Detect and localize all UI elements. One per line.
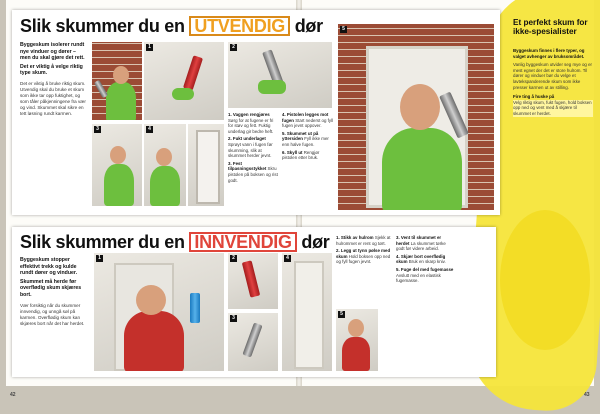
worker-head xyxy=(156,148,172,166)
photo-number: 2 xyxy=(230,255,237,262)
photo-number: 5 xyxy=(340,26,347,33)
worker-figure xyxy=(342,337,370,371)
worker-figure xyxy=(106,82,136,120)
body-text: Det er viktig å bruke riktig skum. Utvendig skal du bruke et skum som ikke tar opp fuktighet, og som tåler påkjenningene fra vær og vind. Skummet skal sikre en tett løsning rundt karmen. xyxy=(20,80,86,116)
photo-step-1 xyxy=(92,42,142,120)
step-title: 3. Vent til skummet er herdet xyxy=(396,235,442,246)
sidebar-subheading: Fire ting å huske på xyxy=(513,94,555,100)
step-text: Avslutt med en elastisk fugemasse. xyxy=(396,272,441,284)
photo-number: 2 xyxy=(230,44,237,51)
step-item xyxy=(228,112,278,134)
photo-indoor-5 xyxy=(336,309,378,371)
yellow-paint-splash-lower xyxy=(500,210,590,350)
glove-hand xyxy=(172,88,194,100)
step-text: Sjekk at hulrommet er rent og tørt. xyxy=(336,235,391,246)
foam-gun xyxy=(183,55,203,90)
photo-step-5-large xyxy=(338,24,494,210)
worker-head xyxy=(113,66,129,84)
photo-step-2 xyxy=(144,42,224,120)
step-text: Sørg for at fugene er fri for støv og fett. Fuktig underlag gir bedre heft. xyxy=(228,117,274,134)
photo-number: 3 xyxy=(94,126,101,133)
step-item xyxy=(228,161,278,183)
headline-text: Slik skummer du en xyxy=(20,16,185,36)
foam-can xyxy=(94,80,108,99)
body-text: Vær forsiktig når du skummer innvendig, og unngå søl på karmen. Overflødig skum kan skjæres bort når det har herdet. xyxy=(20,302,85,326)
photo-indoor-4 xyxy=(282,253,332,371)
photo-number: 4 xyxy=(146,126,153,133)
photo-step-3 xyxy=(92,124,142,206)
photo-number: 1 xyxy=(96,255,103,262)
step-title: 4. Pistolen legges mot fugen xyxy=(282,112,329,123)
indoor-door-article xyxy=(12,227,496,377)
lead-paragraph-2: Skummet må herde før overflødig skum skjæres bort. xyxy=(20,278,82,298)
sidebar-paragraph: Vanlig byggeskum utvider seg mye og er mest egnet der det er store hulrom. Til dører og vinduer bør du velge et lavtekspanderende skum som ikke presser karmen ut av stilling. xyxy=(513,62,592,90)
foam-gun xyxy=(242,322,262,357)
outdoor-intro-column xyxy=(20,42,88,117)
headline-text-end: dør xyxy=(294,16,323,36)
step-item xyxy=(336,235,392,246)
step-text: Sprøyt vann i fugen før skumming, slik at skummet herder jevnt. xyxy=(228,141,273,159)
photo-gun-close xyxy=(228,42,332,108)
worker-head xyxy=(348,319,364,337)
step-item xyxy=(228,136,278,158)
photo-number: 1 xyxy=(146,44,153,51)
outdoor-headline xyxy=(20,16,323,36)
worker-head xyxy=(110,146,126,164)
photo-indoor-1 xyxy=(94,253,224,371)
step-title: 1. Stikk av hulrom xyxy=(336,235,374,240)
lead-paragraph: Byggeskum stopper effektivt trekk og kulde rundt dører og vinduer. xyxy=(20,257,78,277)
step-text: Hold boksen opp ned og fyll fugen jevnt. xyxy=(336,253,391,265)
page-number-right: 43 xyxy=(584,392,590,398)
step-title: 5. Skummet ut på yttersiden xyxy=(282,130,319,142)
photo-indoor-2 xyxy=(228,253,278,309)
step-title: 2. Fukt underlaget xyxy=(228,136,266,142)
headline-highlight: UTVENDIG xyxy=(189,16,290,36)
worker-figure xyxy=(150,166,180,206)
step-text: La skummet tørke godt før videre arbeid. xyxy=(396,240,446,252)
indoor-steps-b xyxy=(396,235,454,286)
indoor-headline xyxy=(20,232,330,252)
sidebar-intro: Byggeskum finnes i flere typer, og valget avhenger av bruksområdet. xyxy=(513,48,585,59)
outdoor-steps-b xyxy=(282,112,334,163)
step-item xyxy=(336,248,392,265)
outdoor-door-article xyxy=(12,10,500,215)
indoor-steps-a xyxy=(336,235,392,267)
photo-number: 5 xyxy=(338,311,345,318)
step-item xyxy=(396,235,454,252)
step-item xyxy=(282,131,334,148)
step-title: 6. Skyll ut xyxy=(282,149,303,155)
headline-highlight: INNVENDIG xyxy=(189,232,296,252)
door-frame xyxy=(196,130,220,204)
step-text: Fyll ikke mer enn halve fugen. xyxy=(282,136,329,147)
page-number-left: 42 xyxy=(10,392,16,398)
worker-head xyxy=(400,84,440,130)
foam-can xyxy=(242,260,260,297)
step-title: 2. Legg ut tynn pølse med skum xyxy=(336,248,391,259)
sidebar-highlight-text: Velg riktig skum, fukt fugen, hold boksen opp ned og vent med å skjære til skummet er herdet. xyxy=(513,99,592,116)
photo-door-detail xyxy=(188,124,224,206)
step-title: 1. Vaggen rengjøres xyxy=(228,112,270,117)
worker-figure xyxy=(124,311,184,371)
step-item xyxy=(282,150,334,161)
outdoor-steps-a xyxy=(228,112,278,185)
step-title: 5. Fuge del med fugemasse xyxy=(396,266,454,272)
worker-head xyxy=(136,285,166,315)
step-text: Rengjør pistolen etter bruk. xyxy=(282,149,320,161)
step-text: Bruk en skarp kniv. xyxy=(408,259,446,265)
photo-number: 4 xyxy=(284,255,291,262)
step-item xyxy=(396,254,454,265)
photo-number: 3 xyxy=(230,315,237,322)
step-text: Start nederst og fyll fugen jevnt oppover. xyxy=(282,117,334,129)
step-item xyxy=(282,112,334,129)
sidebar-body xyxy=(513,48,593,117)
door-frame xyxy=(294,261,324,369)
step-item xyxy=(396,267,454,284)
lead-paragraph-2: Det er viktig å velge riktig type skum. xyxy=(20,63,83,77)
step-title: 3. Fest tilpasningsstykket xyxy=(228,160,267,172)
worker-figure xyxy=(104,164,134,206)
headline-text: Slik skummer du en xyxy=(20,232,185,252)
step-title: 4. Skjær bort overflødig skum xyxy=(396,253,446,265)
spray-bottle xyxy=(190,293,200,323)
indoor-intro-column xyxy=(20,257,90,327)
worker-figure xyxy=(382,128,462,210)
photo-step-4 xyxy=(144,124,186,206)
sidebar-title: Et perfekt skum for ikke-spesialister xyxy=(513,18,588,36)
glove-hand xyxy=(258,80,286,94)
step-text: Skru pistolen på boksen og rist godt. xyxy=(228,166,278,183)
photo-indoor-3 xyxy=(228,313,278,371)
headline-text-end: dør xyxy=(301,232,330,252)
lead-paragraph: Byggeskum isolerer rundt nye vinduer og dører – men du skal gjøre det rett. xyxy=(20,42,85,62)
